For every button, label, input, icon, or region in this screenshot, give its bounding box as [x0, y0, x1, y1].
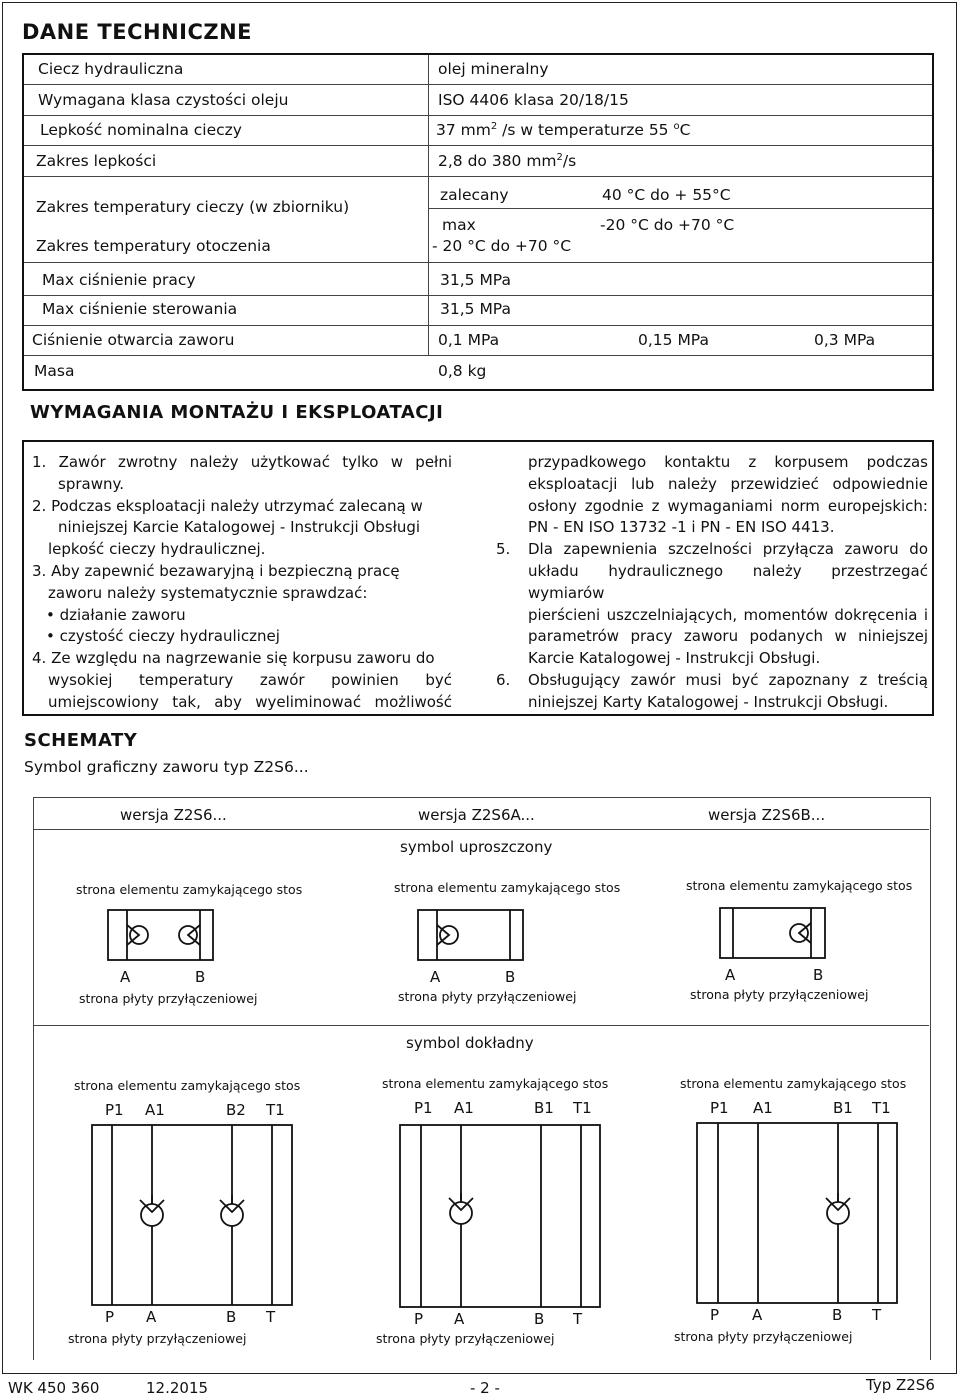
- port-label: P: [105, 1308, 115, 1326]
- value: 0,8 kg: [438, 362, 487, 380]
- text-line: pierścieni uszczelniających, momentów dokręcenia i: [528, 605, 928, 624]
- doc-type: Typ Z2S6: [866, 1376, 935, 1394]
- port-label: A: [146, 1308, 157, 1326]
- label: Max ciśnienie sterowania: [42, 300, 238, 318]
- top-side-label: strona elementu zamykającego stos: [74, 1078, 301, 1093]
- bottom-side-label: strona płyty przyłączeniowej: [79, 991, 258, 1006]
- port-label: P: [710, 1306, 720, 1324]
- doc-date: 12.2015: [146, 1379, 209, 1397]
- port-label: T: [872, 1306, 882, 1324]
- detailed-symbol-3: [697, 1123, 897, 1303]
- text-line: • czystość cieczy hydraulicznej: [46, 627, 280, 646]
- text-line: 3. Aby zapewnić bezawaryjną i bezpieczną pracę: [32, 561, 400, 580]
- top-side-label: strona elementu zamykającego stos: [686, 878, 913, 893]
- label: Ciecz hydrauliczna: [38, 60, 184, 78]
- text-line: niniejszej Karty Katalogowej - Instrukcji Obsługi.: [528, 692, 889, 711]
- schema-title: SCHEMATY: [24, 730, 138, 751]
- bottom-side-label: strona płyty przyłączeniowej: [674, 1329, 853, 1344]
- text-line: sprawny.: [58, 474, 124, 493]
- value: 31,5 MPa: [440, 300, 511, 318]
- port-label: T1: [573, 1099, 592, 1117]
- port-label: B: [195, 968, 206, 986]
- detailed-symbol-label: symbol dokładny: [406, 1034, 534, 1052]
- doc-code: WK 450 360: [8, 1379, 100, 1397]
- port-label: B: [534, 1310, 545, 1328]
- port-label: T1: [266, 1101, 285, 1119]
- recommended-value: 40 °C do + 55°C: [602, 186, 731, 204]
- bottom-side-label: strona płyty przyłączeniowej: [376, 1331, 555, 1346]
- port-label: A: [120, 968, 131, 986]
- label: Ciśnienie otwarcia zaworu: [32, 331, 235, 349]
- text-line: PN - EN ISO 13732 -1 i PN - EN ISO 4413.: [528, 518, 835, 537]
- text-line: układu hydraulicznego należy przestrzegać wymiarów: [528, 561, 928, 602]
- port-label: B1: [833, 1099, 853, 1117]
- port-label: B: [832, 1306, 843, 1324]
- label: Zakres temperatury otoczenia: [36, 237, 271, 255]
- text-line: zaworu należy systematycznie sprawdzać:: [48, 583, 368, 602]
- text-line: 4. Ze względu na nagrzewanie się korpusu zaworu do: [32, 649, 435, 668]
- text-line: parametrów pracy zaworu podanych w niniejszej: [528, 627, 928, 646]
- detailed-symbol-1: [92, 1125, 292, 1305]
- top-side-label: strona elementu zamykającego stos: [76, 882, 303, 897]
- value-2: 0,15 MPa: [638, 331, 709, 349]
- port-label: B: [505, 968, 516, 986]
- schema-subtitle: Symbol graficzny zaworu typ Z2S6...: [24, 758, 309, 776]
- text-line: 1. Zawór zwrotny należy użytkować tylko w pełni: [32, 453, 452, 471]
- port-label: A1: [145, 1101, 165, 1119]
- recommended-label: zalecany: [440, 186, 509, 204]
- port-label: A: [430, 968, 441, 986]
- text-line: 6. Obsługujący zawór musi być zapoznany z treścią: [496, 670, 928, 689]
- text-line: wysokiej temperatury zawór powinien być: [48, 670, 452, 689]
- text-line: 5. Dla zapewnienia szczelności przyłącza zaworu do: [496, 540, 928, 559]
- port-label: B2: [226, 1101, 246, 1119]
- value: - 20 °C do +70 °C: [432, 237, 572, 255]
- value: 37 $mm^2$ /s w temperaturze 55 $^o$C: [436, 121, 691, 140]
- label: Lepkość nominalna cieczy: [40, 121, 242, 139]
- port-label: P1: [710, 1099, 729, 1117]
- port-label: B: [226, 1308, 237, 1326]
- port-label: A: [454, 1310, 465, 1328]
- page-number: - 2 -: [470, 1379, 500, 1397]
- text-line: niniejszej Karcie Katalogowej - Instrukcji Obsługi: [58, 518, 421, 537]
- detailed-symbol-2: [400, 1125, 600, 1307]
- port-label: T1: [872, 1099, 891, 1117]
- version-label-3: wersja Z2S6B...: [708, 806, 826, 824]
- top-side-label: strona elementu zamykającego stos: [382, 1076, 609, 1091]
- port-label: T: [266, 1308, 276, 1326]
- port-label: P1: [414, 1099, 433, 1117]
- version-label-2: wersja Z2S6A...: [418, 806, 535, 824]
- label: Max ciśnienie pracy: [42, 271, 196, 289]
- footer: [0, 1372, 960, 1400]
- value: 2,8 do 380 $mm^2/s$: [438, 152, 577, 171]
- port-label: P: [414, 1310, 424, 1328]
- text-line: osłony zgodnie z wymaganiami norm europejskich:: [528, 496, 928, 515]
- value: olej mineralny: [438, 60, 549, 78]
- simplified-symbol-2: [418, 910, 523, 960]
- label: Masa: [34, 362, 75, 380]
- text-line: przypadkowego kontaktu z korpusem podczas: [528, 453, 928, 471]
- text-line: 2. Podczas eksploatacji należy utrzymać zalecaną w: [32, 496, 423, 515]
- value: 31,5 MPa: [440, 271, 511, 289]
- max-value: -20 °C do +70 °C: [600, 216, 735, 234]
- port-label: B: [813, 966, 824, 984]
- port-label: A1: [753, 1099, 773, 1117]
- top-side-label: strona elementu zamykającego stos: [680, 1076, 907, 1091]
- label: Zakres lepkości: [36, 152, 157, 170]
- bottom-side-label: strona płyty przyłączeniowej: [398, 989, 577, 1004]
- port-label: A: [725, 966, 736, 984]
- value-1: 0,1 MPa: [438, 331, 500, 349]
- requirements-title: WYMAGANIA MONTAŻU I EKSPLOATACJI: [30, 402, 444, 423]
- text-line: umiejscowiony tak, aby wyeliminować możliwość: [48, 692, 452, 711]
- top-side-label: strona elementu zamykającego stos: [394, 880, 621, 895]
- version-label-1: wersja Z2S6...: [120, 806, 227, 824]
- simplified-symbol-1: [108, 910, 213, 960]
- port-label: A1: [454, 1099, 474, 1117]
- simplified-symbol-label: symbol uproszczony: [400, 838, 553, 856]
- simplified-symbol-3: [720, 908, 825, 958]
- port-label: T: [573, 1310, 583, 1328]
- port-label: P1: [105, 1101, 124, 1119]
- text-line: eksploatacji lub należy przewidzieć odpowiednie: [528, 474, 928, 493]
- value-3: 0,3 MPa: [814, 331, 876, 349]
- bottom-side-label: strona płyty przyłączeniowej: [690, 987, 869, 1002]
- label: Wymagana klasa czystości oleju: [38, 91, 289, 109]
- text-line: • działanie zaworu: [46, 605, 186, 624]
- max-label: max: [442, 216, 476, 234]
- port-label: A: [752, 1306, 763, 1324]
- value: ISO 4406 klasa 20/18/15: [438, 91, 629, 109]
- page-title: DANE TECHNICZNE: [22, 20, 253, 44]
- text-line: lepkość cieczy hydraulicznej.: [48, 540, 266, 559]
- bottom-side-label: strona płyty przyłączeniowej: [68, 1331, 247, 1346]
- port-label: B1: [534, 1099, 554, 1117]
- label: Zakres temperatury cieczy (w zbiorniku): [36, 198, 350, 216]
- text-line: Karcie Katalogowej - Instrukcji Obsługi.: [528, 649, 821, 668]
